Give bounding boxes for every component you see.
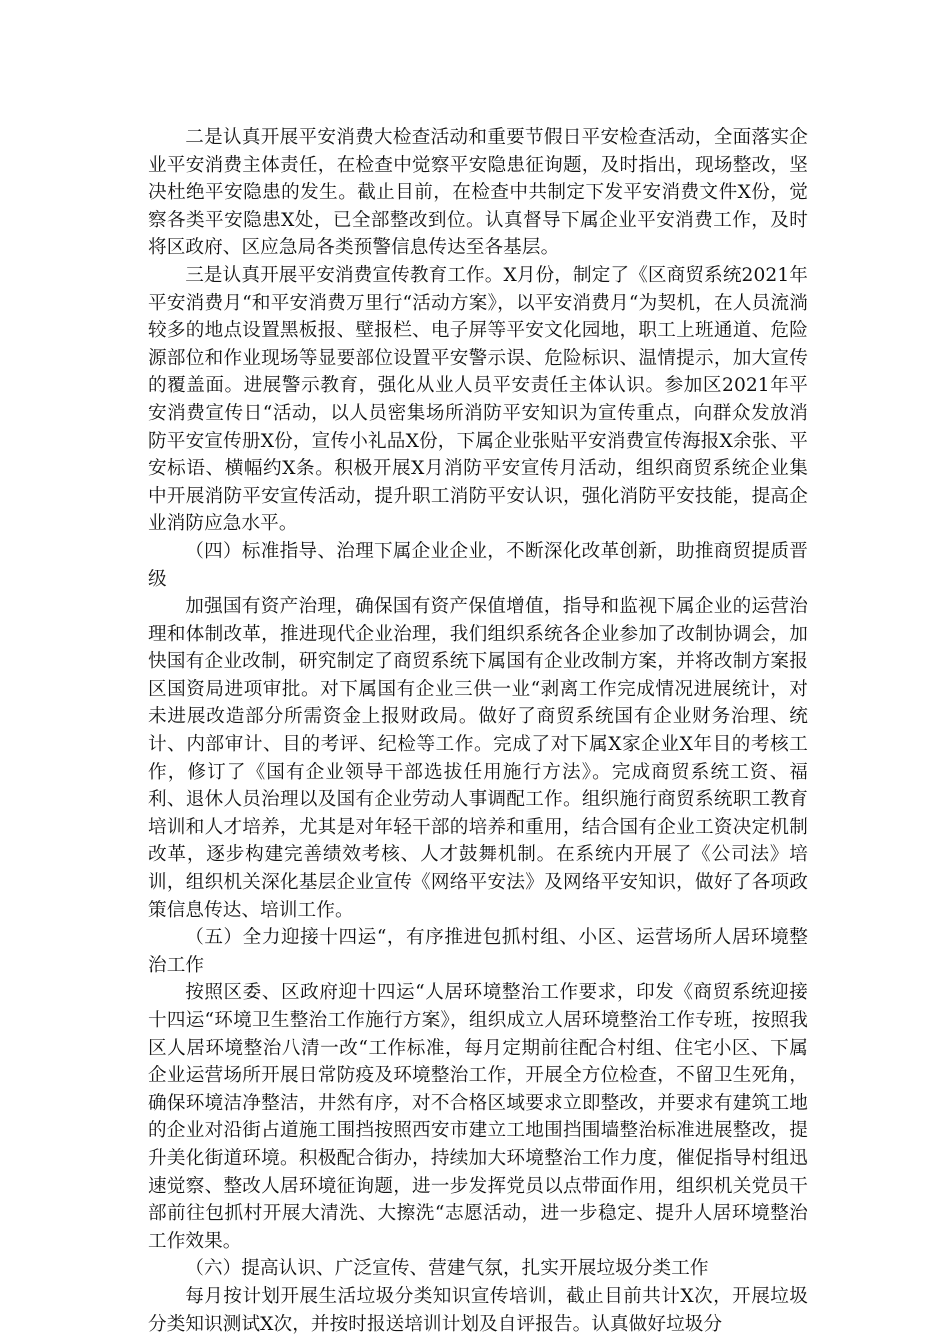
paragraph-waste-sorting: 每月按计划开展生活垃圾分类知识宣传培训，截止目前共计X次，开展垃圾分类知识测试X次，并按时报送培训计划及自评报告。认真做好垃圾分 — [148, 1285, 808, 1335]
section-heading-4: （四）标准指导、治理下属企业企业，不断深化改革创新，助推商贸提质晋级 — [148, 540, 808, 590]
paragraph-state-asset-management: 加强国有资产治理，确保国有资产保值增值，指导和监视下属企业的运营治理和体制改革，推进现代企业治理，我们组织系统各企业参加了改制协调会，加快国有企业改制，研究制定了商贸系统下属国有企业改制方案，并将改制方案报区国资局进项审批。对下属国有企业三供一业“剥离工作完成情况进展统计，对未进展改造部分所需资金上报财政局。做好了商贸系统国有企业财务治理、统计、内部审计、目的考评、纪检等工作。完成了对下属X家企业X年目的考核工作，修订了《国有企业领导干部选拔任用施行方法》。完成商贸系统工资、福利、退休人员治理以及国有企业劳动人事调配工作。组织施行商贸系统职工教育培训和人才培养，尤其是对年轻干部的培养和重用，结合国有企业工资决定机制改革，逐步构建完善绩效考核、人才鼓舞机制。在系统内开展了《公司法》培训，组织机关深化基层企业宣传《网络平安法》及网络平安知识，做好了各项政策信息传达、培训工作。 — [148, 596, 808, 921]
section-heading-5: （五）全力迎接十四运“，有序推进包抓村组、小区、运营场所人居环境整治工作 — [148, 927, 808, 976]
section-heading-6: （六）提高认识、广泛宣传、营建气氛，扎实开展垃圾分类工作 — [185, 1258, 709, 1280]
paragraph-environment-rectification: 按照区委、区政府迎十四运“人居环境整治工作要求，印发《商贸系统迎接十四运“环境卫生整治工作施行方案》，组织成立人居环境整治工作专班，按照我区人居环境整治八清一改“工作标准，每月定期前往配合村组、住宅小区、下属企业运营场所开展日常防疫及环境整治工作，开展全方位检查，不留卫生死角，确保环境洁净整洁，井然有序，对不合格区域要求立即整改，并要求有建筑工地的企业对沿街占道施工围挡按照西安市建立工地围挡围墙整治标准进展整改，提升美化街道环境。积极配合街办，持续加大环境整治工作力度，催促指导村组迅速觉察、整改人居环境征询题，进一步发挥党员以点带面作用，组织机关党员干部前往包抓村开展大清洗、大擦洗“志愿活动，进一步稳定、提升人居环境整治工作效果。 — [148, 982, 808, 1252]
document-body — [148, 124, 808, 1338]
paragraph-safety-education: 三是认真开展平安消费宣传教育工作。X月份，制定了《区商贸系统2021年平安消费月“和平安消费万里行“活动方案》，以平安消费月“为契机，在人员流淌较多的地点设置黑板报、壁报栏、电子屏等平安文化园地，职工上班通道、危险源部位和作业现场等显要部位设置平安警示误、危险标识、温情提示，加大宣传的覆盖面。进展警示教育，强化从业人员平安责任主体认识。参加区2021年平安消费宣传日“活动，以人员密集场所消防平安知识为宣传重点，向群众发放消防平安宣传册X份，宣传小礼品X份，下属企业张贴平安消费宣传海报X余张、平安标语、横幅约X条。积极开展X月消防平安宣传月活动，组织商贸系统企业集中开展消防平安宣传活动，提升职工消防平安认识，强化消防平安技能，提高企业消防应急水平。 — [148, 264, 808, 535]
paragraph-safety-inspection: 二是认真开展平安消费大检查活动和重要节假日平安检查活动，全面落实企业平安消费主体责任，在检查中觉察平安隐患征询题，及时指出，现场整改，坚决杜绝平安隐患的发生。截止目前，在检查中共制定下发平安消费文件X份，觉察各类平安隐患X处，已全部整改到位。认真督导下属企业平安消费工作，及时将区政府、区应急局各类预警信息传达至各基层。 — [148, 127, 808, 259]
